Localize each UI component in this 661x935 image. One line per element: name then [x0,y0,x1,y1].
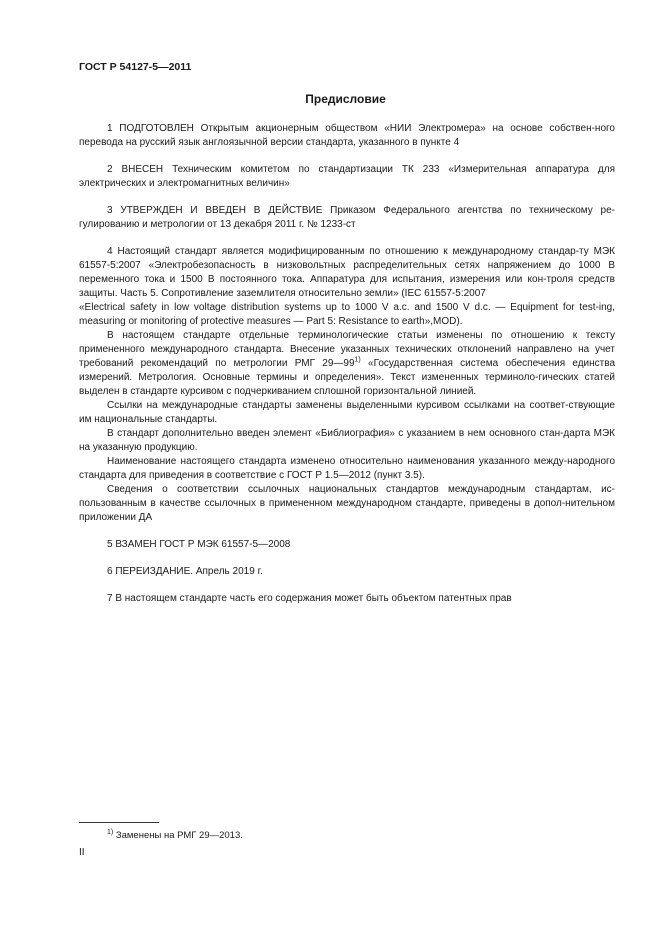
paragraph-2: 2 ВНЕСЕН Техническим комитетом по стандартизации ТК 233 «Измерительная аппаратура для электрических и электромагнитных величин» [79,164,615,189]
footnote-text: Заменены на РМГ 29—2013. [115,830,243,841]
paragraph-4a: 4 Настоящий стандарт является модифицированным по отношению к международному стандар-ту МЭК 61557-5:2007 «Электробезопасность в низковольтных распределительных сетях напряжением до 1000 В переменного тока и 1500 В постоянного тока. Аппаратура для испытания, измерения или кон-троля средств защиты. Часть 5. Сопротивление заземлителя относительно земли» (IEC 61557-5:2007 [79,246,615,299]
paragraph-4c [79,329,615,399]
paragraph-3: 3 УТВЕРЖДЕН И ВВЕДЕН В ДЕЙСТВИЕ Приказом Федерального агентства по техническому ре-гулированию и метрологии от 13 декабря 2011 г. № 1233-ст [79,205,615,230]
paragraph-4c-post: «Государственная система обеспечения единства измерений. Метрология. Основные термины и определения». Текст измененных терминоло-гических статей выделен в стандарте курсивом с подчеркиванием сплошной горизонтальной линией. [79,358,616,397]
paragraph-4d: Ссылки на международные стандарты заменены выделенными курсивом ссылками на соответ-ствующие им национальные стандарты. [79,400,615,425]
document-body [79,122,615,606]
paragraph-4b: «Electrical safety in low voltage distribution systems up to 1000 V a.c. and 1500 V d.c. — Equipment for test-ing, measuring or monitoring of protective measures — Part 5: Resistance to earth»,MOD). [79,302,615,327]
footnote-mark: 1) [107,828,114,836]
footnote-divider [79,822,159,823]
paragraph-5: 5 ВЗАМЕН ГОСТ Р МЭК 61557-5—2008 [107,539,291,550]
paragraph-4f: Наименование настоящего стандарта изменено относительно наименования указанного между-народного стандарта для приведения в соответствие с ГОСТ Р 1.5—2012 (пункт 3.5). [79,456,615,481]
footnote-ref: 1) [354,356,361,364]
document-code: ГОСТ Р 54127-5—2011 [79,61,192,73]
paragraph-4g: Сведения о соответствии ссылочных национальных стандартов международным стандартам, ис-пользованным в качестве ссылочных в примененном международном стандарте, приведены в допол-нительном приложении ДА [79,484,615,523]
paragraph-4e: В стандарт дополнительно введен элемент «Библиография» с указанием в нем основного стан-дарта МЭК на указанную продукцию. [79,428,615,453]
paragraph-1: 1 ПОДГОТОВЛЕН Открытым акционерным обществом «НИИ Электромера» на основе собствен-ного перевода на русский язык англоязычной версии стандарта, указанного в пункте 4 [79,123,615,148]
paragraph-6: 6 ПЕРЕИЗДАНИЕ. Апрель 2019 г. [107,566,263,577]
page-title: Предисловие [305,92,386,106]
page-number: II [79,847,85,858]
paragraph-4c-pre: В настоящем стандарте отдельные терминологические статьи изменены по отношению к тексту примененного международного стандарта. Внесение указанных технических отклонений направлено на учет требований рекомендаций по метрологии РМГ 29—99 [79,330,615,369]
paragraph-7: 7 В настоящем стандарте часть его содержания может быть объектом патентных прав [107,593,512,604]
footnote [107,830,243,841]
